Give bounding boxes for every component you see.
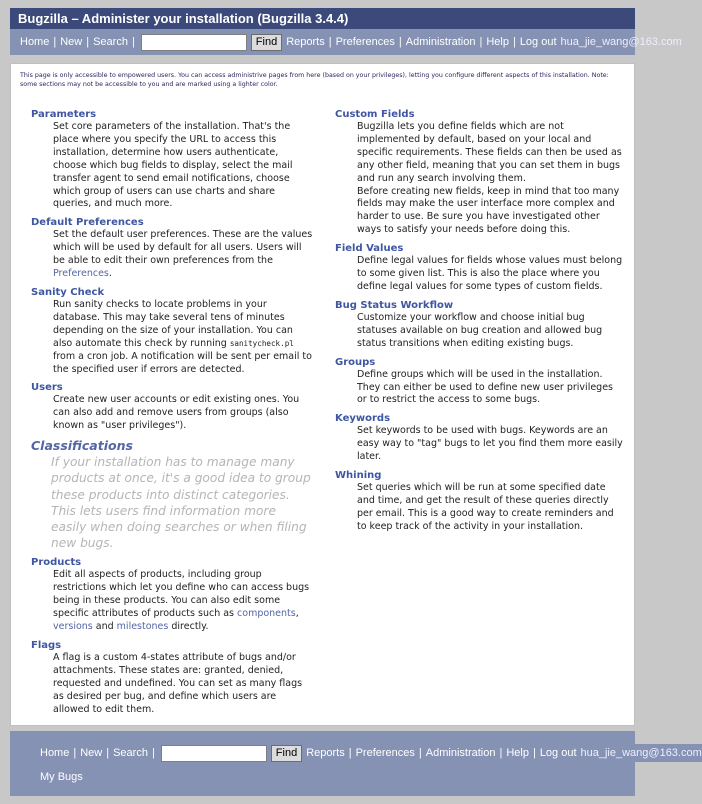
- products-link[interactable]: Products: [31, 557, 82, 569]
- footer-help-link[interactable]: Help: [506, 747, 529, 759]
- custom-fields-description: Bugzilla lets you define fields which are not implemented by default, based on your local and specific requirements. These fields can then be used as any other field, meaning that you can set them in bugs and run any search involving them.: [357, 121, 622, 184]
- parameters-link[interactable]: Parameters: [31, 109, 97, 120]
- nav-logout-link[interactable]: Log out: [519, 36, 557, 48]
- nav-separator: |: [479, 36, 483, 48]
- sanity-check-link[interactable]: Sanity Check: [31, 286, 105, 298]
- versions-link[interactable]: versions: [53, 620, 93, 632]
- preferences-inline-link[interactable]: Preferences: [53, 268, 109, 280]
- section-field-values: [335, 242, 625, 294]
- nav-administration-link[interactable]: Administration: [405, 36, 476, 48]
- section-whining: [335, 469, 625, 534]
- section-flags: [31, 639, 314, 717]
- bug-status-workflow-description: Customize your workflow and choose initial bug statuses available on bug creation and allowed bug status transitions when editing existing bugs.: [357, 311, 603, 349]
- desc-text: ,: [295, 608, 299, 620]
- users-link[interactable]: Users: [31, 382, 63, 394]
- page-title-bar: [10, 8, 635, 29]
- footer-logged-in-user: hua_jie_wang@163.com: [580, 747, 702, 759]
- keywords-description: Set keywords to be used with bugs. Keywords are an easy way to "tag" bugs to let you find them more easily later.: [357, 425, 623, 463]
- footer-search-link[interactable]: Search: [113, 747, 148, 759]
- desc-text: .: [108, 268, 112, 280]
- footer-navbar: [40, 744, 702, 762]
- admin-right-column: [335, 108, 625, 539]
- flags-description: A flag is a custom 4-states attribute of bugs and/or attachments. These states are: granted, denied, requested and undefined. You can set as many flags as desired per bug, and define which users are allowed to edit them.: [53, 651, 303, 715]
- section-sanity-check: [31, 286, 314, 376]
- nav-reports-link[interactable]: Reports: [286, 36, 325, 48]
- flags-link[interactable]: Flags: [31, 639, 62, 651]
- nav-search-link[interactable]: Search: [93, 36, 128, 48]
- nav-separator: |: [73, 747, 77, 759]
- default-preferences-description: [53, 229, 314, 281]
- products-description: [53, 569, 314, 634]
- desc-text: Edit all aspects of products, including group restrictions which let you define who can access bugs being in these products. You can also edit some specific attributes of products such as: [53, 569, 310, 620]
- desc-text: Run sanity checks to locate problems in your database. This may take several tens of minutes depending on the size of your installation. You can also automate this check by running: [53, 298, 293, 349]
- desc-text: from a cron job. A notification will be sent per email to the specified user if errors are detected.: [53, 350, 312, 375]
- field-values-link[interactable]: Field Values: [335, 243, 404, 255]
- nav-separator: |: [532, 747, 536, 759]
- users-description: Create new user accounts or edit existing ones. You can also add and remove users from groups (also known as "user privileges").: [53, 394, 300, 432]
- default-preferences-link[interactable]: Default Preferences: [31, 217, 144, 229]
- nav-separator: |: [151, 747, 155, 759]
- section-custom-fields: [335, 108, 625, 237]
- classifications-link[interactable]: Classifications: [31, 438, 133, 454]
- nav-separator: |: [398, 36, 402, 48]
- footer-find-button[interactable]: Find: [271, 745, 302, 762]
- nav-home-link[interactable]: Home: [20, 36, 50, 48]
- footer-reports-link[interactable]: Reports: [306, 747, 345, 759]
- parameters-description: Set core parameters of the installation. That's the place where you specify the URL to access this installation, determine how users authenticate, choose which bug fields to display, select the mail transfer agent to send email notifications, choose which group of users can use charts and share queries, and much more.: [53, 121, 293, 210]
- desc-text: directly.: [168, 620, 209, 632]
- nav-separator: |: [131, 36, 135, 48]
- admin-left-column: [31, 108, 314, 721]
- nav-separator: |: [328, 36, 332, 48]
- section-products: [31, 556, 314, 634]
- admin-content-panel: [10, 63, 635, 726]
- custom-fields-warning: Before creating new fields, keep in mind that too many fields may make the user interface more complex and harder to use. Be sure you have investigated other ways to satisfy your needs before doing this.: [357, 185, 620, 236]
- desc-text: and: [92, 620, 117, 632]
- intro-text: This page is only accessible to empowered users. You can access administrive pages from here (based on your privileges), letting you configure different aspects of this installation. Note: some sections may not be accessible to you and are marked using a lighter color.: [20, 72, 609, 88]
- sanity-check-description: [53, 299, 314, 376]
- header-navbar: [10, 29, 682, 55]
- sanitycheck-code: sanitycheck.pl: [229, 338, 294, 348]
- footer-home-link[interactable]: Home: [40, 747, 70, 759]
- section-parameters: [31, 108, 314, 211]
- section-users: [31, 381, 314, 433]
- nav-separator: |: [512, 36, 516, 48]
- section-default-preferences: [31, 216, 314, 281]
- whining-link[interactable]: Whining: [335, 470, 382, 482]
- nav-separator: |: [86, 36, 90, 48]
- nav-separator: |: [348, 747, 352, 759]
- footer: [10, 731, 702, 796]
- components-link[interactable]: components: [237, 608, 296, 620]
- field-values-description: Define legal values for fields whose values must belong to some given list. This is also the place where you define legal values for some types of custom fields.: [357, 255, 623, 292]
- nav-separator: |: [418, 747, 422, 759]
- groups-description: Define groups which will be used in the installation. They can either be used to define new user privileges or to restrict the access to some bugs.: [357, 368, 613, 406]
- saved-searches: [40, 771, 83, 783]
- nav-preferences-link[interactable]: Preferences: [335, 36, 395, 48]
- section-classifications: [31, 438, 314, 551]
- milestones-link[interactable]: milestones: [116, 620, 169, 632]
- nav-help-link[interactable]: Help: [486, 36, 509, 48]
- footer-new-link[interactable]: New: [80, 747, 103, 759]
- nav-separator: |: [499, 747, 503, 759]
- page-title: Bugzilla – Administer your installation (Bugzilla 3.4.4): [18, 11, 349, 26]
- footer-quicksearch-input[interactable]: [161, 745, 267, 762]
- classifications-description: If your installation has to manage many products at once, it's a good idea to group these products into distinct categories. This lets users find information more easily when doing searches or when filing new bugs.: [51, 455, 311, 551]
- section-bug-status-workflow: [335, 299, 625, 351]
- my-bugs-link[interactable]: My Bugs: [40, 771, 83, 783]
- keywords-link[interactable]: Keywords: [335, 413, 391, 425]
- nav-new-link[interactable]: New: [60, 36, 83, 48]
- footer-administration-link[interactable]: Administration: [425, 747, 496, 759]
- section-keywords: [335, 412, 625, 464]
- custom-fields-link[interactable]: Custom Fields: [335, 109, 415, 120]
- logged-in-user: hua_jie_wang@163.com: [560, 36, 682, 48]
- quicksearch-input[interactable]: [141, 34, 247, 51]
- footer-logout-link[interactable]: Log out: [539, 747, 577, 759]
- section-groups: [335, 356, 625, 408]
- nav-separator: |: [106, 747, 110, 759]
- whining-description: Set queries which will be run at some specified date and time, and get the result of these queries directly per email. This is a good way to create reminders and to keep track of the activity in your installation.: [357, 482, 614, 532]
- find-button[interactable]: Find: [251, 34, 282, 51]
- footer-preferences-link[interactable]: Preferences: [355, 747, 415, 759]
- desc-text: Set the default user preferences. These are the values which will be used by default for all users. Users will be able to edit their own preferences from the: [53, 229, 313, 267]
- groups-link[interactable]: Groups: [335, 356, 376, 368]
- nav-separator: |: [53, 36, 57, 48]
- bug-status-workflow-link[interactable]: Bug Status Workflow: [335, 299, 454, 311]
